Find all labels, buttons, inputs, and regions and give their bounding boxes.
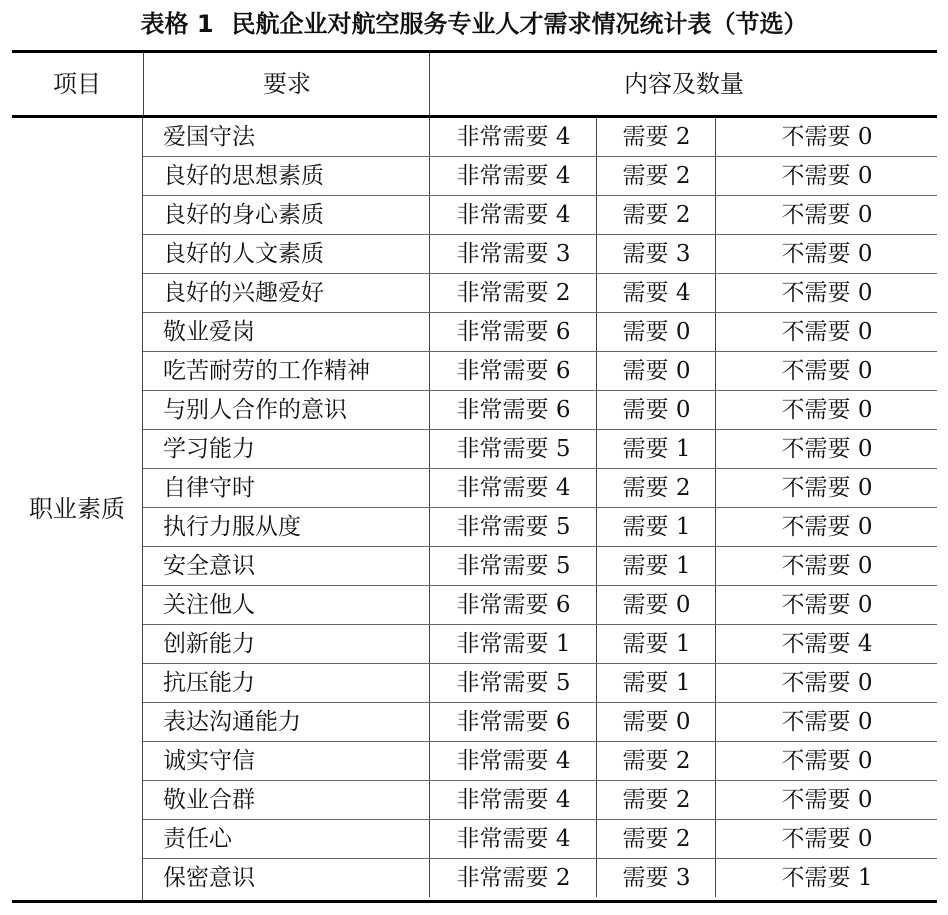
very-needed-cell: 非常需要 4 xyxy=(429,469,597,507)
very-needed-cell: 非常需要 6 xyxy=(429,391,597,429)
not-needed-cell: 不需要 0 xyxy=(715,313,938,351)
requirement-cell: 抗压能力 xyxy=(163,670,255,696)
needed-cell: 需要 1 xyxy=(596,547,716,585)
table-row xyxy=(143,625,937,664)
very-needed-cell: 非常需要 5 xyxy=(429,664,597,702)
table-row xyxy=(143,196,937,235)
very-needed-cell: 非常需要 2 xyxy=(429,859,597,897)
requirement-cell: 良好的人文素质 xyxy=(163,241,324,267)
not-needed-cell: 不需要 1 xyxy=(715,859,938,897)
needed-cell: 需要 2 xyxy=(596,157,716,195)
not-needed-cell: 不需要 0 xyxy=(715,391,938,429)
table-rows xyxy=(143,118,937,898)
requirement-cell: 执行力服从度 xyxy=(163,514,301,540)
table-row xyxy=(143,274,937,313)
requirement-cell: 创新能力 xyxy=(163,631,255,657)
very-needed-cell: 非常需要 4 xyxy=(429,781,597,819)
table-row xyxy=(143,547,937,586)
table-number: 表格 1 xyxy=(140,10,214,38)
table-row xyxy=(143,508,937,547)
not-needed-cell: 不需要 0 xyxy=(715,820,938,858)
table-caption xyxy=(0,4,948,44)
very-needed-cell: 非常需要 3 xyxy=(429,235,597,273)
needed-cell: 需要 1 xyxy=(596,430,716,468)
needed-cell: 需要 0 xyxy=(596,703,716,741)
not-needed-cell: 不需要 0 xyxy=(715,781,938,819)
table-row xyxy=(143,781,937,820)
needed-cell: 需要 2 xyxy=(596,742,716,780)
not-needed-cell: 不需要 0 xyxy=(715,664,938,702)
requirement-cell: 良好的兴趣爱好 xyxy=(163,280,324,306)
needed-cell: 需要 2 xyxy=(596,820,716,858)
requirement-cell: 敬业合群 xyxy=(163,787,255,813)
very-needed-cell: 非常需要 6 xyxy=(429,313,597,351)
not-needed-cell: 不需要 0 xyxy=(715,157,938,195)
table-row xyxy=(143,859,937,898)
requirement-cell: 学习能力 xyxy=(163,436,255,462)
table-row xyxy=(143,352,937,391)
needed-cell: 需要 0 xyxy=(596,313,716,351)
table-row xyxy=(143,118,937,157)
very-needed-cell: 非常需要 4 xyxy=(429,820,597,858)
not-needed-cell: 不需要 0 xyxy=(715,235,938,273)
header-content: 内容及数量 xyxy=(429,53,938,115)
requirement-cell: 关注他人 xyxy=(163,592,255,618)
table-row xyxy=(143,391,937,430)
table-row xyxy=(143,664,937,703)
very-needed-cell: 非常需要 4 xyxy=(429,196,597,234)
very-needed-cell: 非常需要 2 xyxy=(429,274,597,312)
requirement-cell: 与别人合作的意识 xyxy=(163,397,347,423)
very-needed-cell: 非常需要 1 xyxy=(429,625,597,663)
not-needed-cell: 不需要 0 xyxy=(715,430,938,468)
requirement-cell: 诚实守信 xyxy=(163,748,255,774)
requirement-cell: 敬业爱岗 xyxy=(163,319,255,345)
not-needed-cell: 不需要 0 xyxy=(715,469,938,507)
table-row xyxy=(143,469,937,508)
table-row xyxy=(143,820,937,859)
requirement-cell: 自律守时 xyxy=(163,475,255,501)
needed-cell: 需要 2 xyxy=(596,781,716,819)
not-needed-cell: 不需要 0 xyxy=(715,508,938,546)
needed-cell: 需要 2 xyxy=(596,196,716,234)
table-row xyxy=(143,586,937,625)
needed-cell: 需要 4 xyxy=(596,274,716,312)
very-needed-cell: 非常需要 5 xyxy=(429,547,597,585)
needed-cell: 需要 1 xyxy=(596,625,716,663)
table-row xyxy=(143,430,937,469)
needed-cell: 需要 1 xyxy=(596,508,716,546)
table-title: 民航企业对航空服务专业人才需求情况统计表（节选） xyxy=(231,10,808,38)
needed-cell: 需要 1 xyxy=(596,664,716,702)
header-item: 项目 xyxy=(53,70,101,98)
requirement-cell: 保密意识 xyxy=(163,865,255,891)
very-needed-cell: 非常需要 4 xyxy=(429,742,597,780)
very-needed-cell: 非常需要 4 xyxy=(429,118,597,156)
table-body xyxy=(12,118,937,903)
needed-cell: 需要 3 xyxy=(596,235,716,273)
very-needed-cell: 非常需要 6 xyxy=(429,703,597,741)
not-needed-cell: 不需要 0 xyxy=(715,703,938,741)
very-needed-cell: 非常需要 6 xyxy=(429,586,597,624)
needed-cell: 需要 3 xyxy=(596,859,716,897)
very-needed-cell: 非常需要 4 xyxy=(429,157,597,195)
table-row xyxy=(143,313,937,352)
table-row xyxy=(143,703,937,742)
requirement-cell: 表达沟通能力 xyxy=(163,709,301,735)
needed-cell: 需要 2 xyxy=(596,469,716,507)
not-needed-cell: 不需要 0 xyxy=(715,586,938,624)
needed-cell: 需要 0 xyxy=(596,586,716,624)
requirement-cell: 责任心 xyxy=(163,826,232,852)
table-row xyxy=(143,157,937,196)
requirement-cell: 爱国守法 xyxy=(163,124,255,150)
not-needed-cell: 不需要 0 xyxy=(715,196,938,234)
requirement-cell: 吃苦耐劳的工作精神 xyxy=(163,358,370,384)
needed-cell: 需要 2 xyxy=(596,118,716,156)
table-row xyxy=(143,235,937,274)
needed-cell: 需要 0 xyxy=(596,352,716,390)
very-needed-cell: 非常需要 6 xyxy=(429,352,597,390)
very-needed-cell: 非常需要 5 xyxy=(429,508,597,546)
not-needed-cell: 不需要 0 xyxy=(715,274,938,312)
not-needed-cell: 不需要 4 xyxy=(715,625,938,663)
header-requirement: 要求 xyxy=(143,53,430,115)
requirement-cell: 安全意识 xyxy=(163,553,255,579)
not-needed-cell: 不需要 0 xyxy=(715,118,938,156)
category-cell: 职业素质 xyxy=(12,118,143,900)
requirement-cell: 良好的身心素质 xyxy=(163,202,324,228)
needed-cell: 需要 0 xyxy=(596,391,716,429)
table-row xyxy=(143,742,937,781)
not-needed-cell: 不需要 0 xyxy=(715,352,938,390)
not-needed-cell: 不需要 0 xyxy=(715,547,938,585)
table-header xyxy=(12,50,937,118)
requirement-cell: 良好的思想素质 xyxy=(163,163,324,189)
very-needed-cell: 非常需要 5 xyxy=(429,430,597,468)
not-needed-cell: 不需要 0 xyxy=(715,742,938,780)
